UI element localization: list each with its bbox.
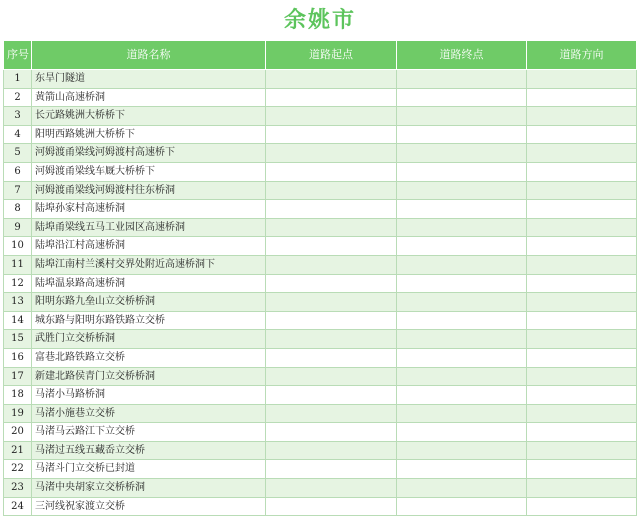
cell-road-end [397,311,527,330]
cell-road-direction [527,311,637,330]
cell-road-direction [527,423,637,442]
cell-road-name: 黄箭山高速桥洞 [32,88,266,107]
cell-road-name: 富巷北路铁路立交桥 [32,348,266,367]
cell-road-end [397,479,527,498]
cell-road-end [397,367,527,386]
cell-road-name: 陆埠甬梁线五马工业园区高速桥洞 [32,218,266,237]
table-row [4,293,637,312]
cell-road-start [266,367,397,386]
cell-seq: 18 [4,386,32,405]
cell-seq: 5 [4,144,32,163]
cell-road-end [397,200,527,219]
cell-road-direction [527,107,637,126]
cell-road-start [266,125,397,144]
table-row [4,200,637,219]
cell-road-end [397,255,527,274]
cell-road-direction [527,460,637,479]
cell-seq: 12 [4,274,32,293]
cell-road-end [397,423,527,442]
cell-road-name: 东旱门隧道 [32,70,266,89]
cell-road-direction [527,255,637,274]
cell-road-start [266,70,397,89]
cell-road-direction [527,404,637,423]
cell-road-name: 河姆渡甬梁线河姆渡村往东桥洞 [32,181,266,200]
table-row [4,441,637,460]
cell-road-direction [527,497,637,516]
cell-seq: 6 [4,162,32,181]
cell-seq: 7 [4,181,32,200]
header-road-start: 道路起点 [266,41,397,70]
page-title: 余姚市 [283,7,356,33]
cell-road-end [397,348,527,367]
header-road-name: 道路名称 [32,41,266,70]
cell-road-name: 新建北路侯青门立交桥桥洞 [32,367,266,386]
cell-road-direction [527,237,637,256]
cell-seq: 14 [4,311,32,330]
cell-road-direction [527,125,637,144]
header-road-direction: 道路方向 [527,41,637,70]
cell-seq: 21 [4,441,32,460]
table-row [4,367,637,386]
cell-road-end [397,386,527,405]
table-row [4,404,637,423]
cell-road-direction [527,348,637,367]
cell-seq: 8 [4,200,32,219]
cell-road-start [266,330,397,349]
table-row [4,311,637,330]
table-row [4,162,637,181]
cell-seq: 1 [4,70,32,89]
cell-road-name: 马渚小施巷立交桥 [32,404,266,423]
cell-road-start [266,441,397,460]
table-row [4,255,637,274]
cell-road-name: 河姆渡甬梁线河姆渡村高速桥下 [32,144,266,163]
table-row [4,497,637,516]
table-row [4,237,637,256]
cell-seq: 24 [4,497,32,516]
cell-road-direction [527,200,637,219]
cell-road-end [397,88,527,107]
table-header-row [4,41,637,70]
cell-road-end [397,218,527,237]
table-row [4,423,637,442]
cell-road-start [266,144,397,163]
cell-road-end [397,274,527,293]
table-row [4,348,637,367]
cell-road-direction [527,441,637,460]
cell-road-name: 马渚小马路桥洞 [32,386,266,405]
cell-seq: 23 [4,479,32,498]
table-row [4,274,637,293]
road-table [3,40,637,516]
cell-seq: 2 [4,88,32,107]
cell-road-direction [527,144,637,163]
cell-road-start [266,386,397,405]
cell-road-direction [527,386,637,405]
cell-road-start [266,181,397,200]
table-row [4,125,637,144]
cell-road-end [397,497,527,516]
table-row [4,218,637,237]
cell-seq: 16 [4,348,32,367]
cell-road-start [266,162,397,181]
cell-seq: 9 [4,218,32,237]
cell-seq: 3 [4,107,32,126]
table-row [4,88,637,107]
cell-seq: 10 [4,237,32,256]
cell-road-name: 阳明东路九垒山立交桥桥洞 [32,293,266,312]
cell-road-start [266,274,397,293]
cell-road-end [397,144,527,163]
cell-road-direction [527,181,637,200]
cell-road-start [266,237,397,256]
cell-seq: 19 [4,404,32,423]
cell-seq: 20 [4,423,32,442]
cell-road-end [397,237,527,256]
header-road-end: 道路终点 [397,41,527,70]
cell-road-end [397,107,527,126]
cell-road-end [397,404,527,423]
cell-road-name: 城东路与阳明东路铁路立交桥 [32,311,266,330]
cell-road-start [266,218,397,237]
table-row [4,181,637,200]
cell-road-name: 马渚过五线五藏岙立交桥 [32,441,266,460]
cell-road-name: 武胜门立交桥桥洞 [32,330,266,349]
cell-road-start [266,255,397,274]
cell-road-start [266,88,397,107]
cell-road-name: 阳明西路姚洲大桥桥下 [32,125,266,144]
table-row [4,70,637,89]
cell-road-end [397,125,527,144]
cell-road-direction [527,479,637,498]
cell-road-name: 马渚马云路江下立交桥 [32,423,266,442]
cell-road-direction [527,88,637,107]
header-seq: 序号 [4,41,32,70]
cell-seq: 22 [4,460,32,479]
cell-road-start [266,423,397,442]
table-row [4,107,637,126]
cell-road-name: 陆埠沿江村高速桥洞 [32,237,266,256]
cell-road-end [397,293,527,312]
cell-road-start [266,479,397,498]
cell-road-direction [527,70,637,89]
cell-road-direction [527,330,637,349]
cell-road-direction [527,293,637,312]
cell-seq: 4 [4,125,32,144]
cell-road-name: 陆埠江南村兰溪村交界处附近高速桥洞下 [32,255,266,274]
cell-road-direction [527,162,637,181]
cell-seq: 11 [4,255,32,274]
cell-road-end [397,460,527,479]
cell-road-end [397,181,527,200]
cell-road-start [266,107,397,126]
cell-road-end [397,441,527,460]
cell-road-direction [527,218,637,237]
cell-road-start [266,460,397,479]
cell-road-name: 河姆渡甬梁线车厩大桥桥下 [32,162,266,181]
cell-road-end [397,162,527,181]
cell-road-start [266,497,397,516]
table-row [4,144,637,163]
table-row [4,386,637,405]
cell-road-name: 马渚斗门立交桥已封道 [32,460,266,479]
cell-road-start [266,200,397,219]
cell-road-direction [527,367,637,386]
cell-road-start [266,348,397,367]
cell-road-name: 陆埠孙家村高速桥洞 [32,200,266,219]
cell-road-name: 三河线祝家渡立交桥 [32,497,266,516]
cell-road-end [397,330,527,349]
cell-road-name: 马渚中央胡家立交桥桥洞 [32,479,266,498]
table-row [4,479,637,498]
cell-road-direction [527,274,637,293]
cell-road-start [266,293,397,312]
cell-road-end [397,70,527,89]
table-row [4,330,637,349]
cell-seq: 17 [4,367,32,386]
cell-road-name: 陆埠温泉路高速桥洞 [32,274,266,293]
cell-road-name: 长元路姚洲大桥桥下 [32,107,266,126]
cell-road-start [266,404,397,423]
cell-road-start [266,311,397,330]
cell-seq: 15 [4,330,32,349]
table-row [4,460,637,479]
cell-seq: 13 [4,293,32,312]
